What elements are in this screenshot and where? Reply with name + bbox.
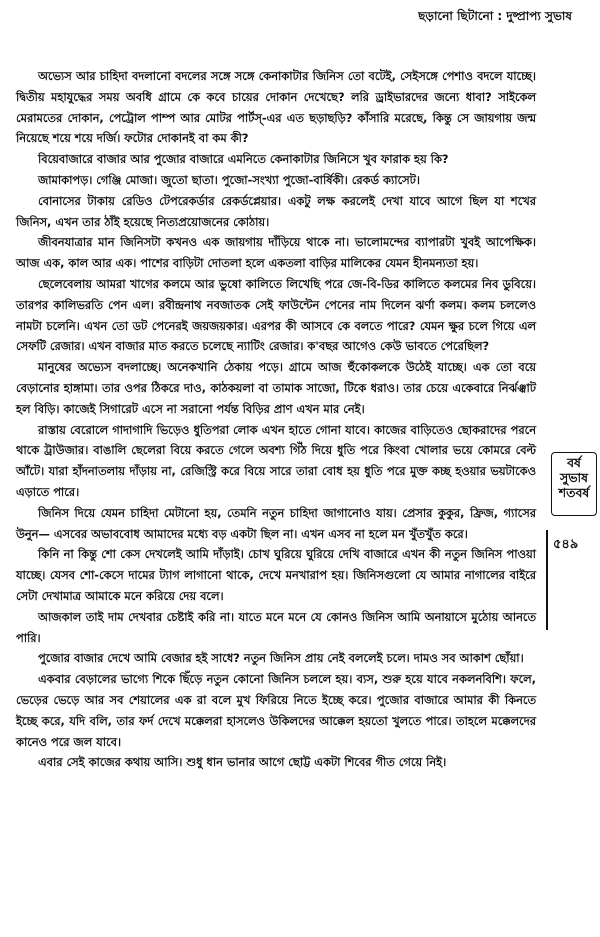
logo-line: শতবর্ষ (558, 485, 590, 500)
paragraph: কিনি না কিন্তু শো কেস দেখলেই আমি দাঁড়াই। চোখ ঘুরিয়ে ঘুরিয়ে দেখি বাজারে এখন কী নতুন জিনিস পাওয়া যাচ্ছে। যেসব শো-কেসে দামের ট্যাগ লাগানো থাকে, দেখে মনখারাপ হয়। জিনিসগুলো যে আমার নাগালের বাইরে সেটা দেখামাত্র আমাকে মনে করিয়ে দেয় বলে। (16, 547, 536, 603)
paragraph: জিনিস দিয়ে যেমন চাহিদা মেটানো হয়, তেমনি নতুন চাহিদা জাগানোও যায়। প্রেসার কুকুর, ফ্রিজ, গ্যাসের উনুন— এসবের অভাববোধ আমাদের মধ্যে বড় একটা ছিল না। এখন এসব না হলে মন খুঁতখুঁত করে। (16, 505, 536, 541)
paragraph: জামাকাপড়। গেঞ্জি মোজা। জুতো ছাতা। পুজো-সংখ্যা পুজো-বার্ষিকী। রেকর্ড ক্যাসেট। (38, 172, 420, 187)
paragraph: বিয়েবাজারে বাজার আর পুজোর বাজারে এমনিতে কেনাকাটার জিনিসে খুব ফারাক হয় কি? (38, 152, 449, 167)
paragraph: জীবনযাত্রার মান জিনিসটা কখনও এক জায়গায় দাঁড়িয়ে থাকে না। ভালোমন্দের ব্যাপারটা খুবই আপেক্ষিক। আজ এক, কাল আর এক। পাশের বাড়িটা দোতলা হলে একতলা বাড়ির মালিকের যেমন হীনমন্যতা হয়। (16, 235, 536, 271)
paragraph: বোনাসের টাকায় রেডিও টেপরেকর্ডার রেকর্ডপ্লেয়ার। একটু লক্ষ করলেই দেখা যাবে আগে ছিল যা শখের জিনিস, এখন তার ঠাঁই হয়েছে নিত্যপ্রয়োজনের কোঠায়। (16, 193, 536, 229)
paragraph: ছেলেবেলায় আমরা খাগের কলমে আর ভুষো কালিতে লিখেছি পরে জে-বি-ডির কালিতে কলমের নিব ডুবিয়ে। তারপর কালিভরতি পেন এল। রবীন্দ্রনাথ নবজাতক সেই ফাউন্টেন পেনের নাম দিলেন ঝর্ণা কলম। কলম চললেও নামটা চলেনি। এখন তো ডট পেনেরই জয়জয়কার। এরপর কী আসবে কে বলতে পারে? যেমন ক্ষুর চলে গিয়ে এল সেফটি রেজার। এখন বাজার মাত করতে চলেছে ন্যাটিং রেজার। ক'বছর আগেও কেউ ভাবতে পেরেছিল? (16, 276, 536, 354)
margin-rule (546, 530, 548, 630)
paragraph: পুজোর বাজার দেখে আমি বেজার হই সাধে? নতুন জিনিস প্রায় নেই বললেই চলে। দামও সব আকাশ ছোঁয়া। (38, 651, 524, 666)
paragraph: এবার সেই কাজের কথায় আসি। শুধু ধান ভানার আগে ছোট্ট একটা শিবের গীত গেয়ে নিই। (38, 755, 447, 770)
paragraph: আজকাল তাই দাম দেখবার চেষ্টাই করি না। যাতে মনে মনে যে কোনও জিনিস আমি অনায়াসে মুঠোয় আনতে পারি। (16, 609, 536, 645)
paragraph: রাস্তায় বেরোলে গাদাগাদি ভিড়েও ধুতিপরা লোক এখন হাতে গোনা যাবে। কাজের বাড়িতেও ছোকরাদের পরনে থাকে ট্রাউজার। বাঙালি ছেলেরা বিয়ে করতে গেলে অবশ্য গিঁঠ দিয়ে ধুতি পরে কিংবা খোলার ভয়ে কোমরে বেল্ট আঁটে। যারা হাঁদনাতলায় দাঁড়ায় না, রেজিস্ট্রি করে বিয়ে সারে তারা বোধ হয় ধুতি পরে মুক্ত কচ্ছ হওয়ার ভয়টাকেও এড়াতে পারে। (16, 422, 536, 499)
paragraph: অভ্যেস আর চাহিদা বদলানো বদলের সঙ্গে সঙ্গে কেনাকাটার জিনিস তো বটেই, সেইসঙ্গে পেশাও বদলে যাচ্ছে। দ্বিতীয় মহাযুদ্ধের সময় অবধি গ্রামে কে কবে চায়ের দোকান দেখেছে? লরি ড্রাইভারদের জন্যে ধাবা? সাইকেল মেরামতের দোকান, পেট্রোল পাম্প আর মোটর পার্টস্-এর এত ছড়াছড়ি? কাঁসারি মরেছে, কিন্তু সে জায়গায় জন্ম নিয়েছে শয়ে শয়ে দর্জি। ফটোর দোকানই বা কম কী? (16, 69, 536, 146)
page-number: ৫৪৯ (553, 537, 579, 552)
running-header: ছড়ানো ছিটানো : দুষ্প্রাপ্য সুভাষ (418, 9, 572, 23)
paragraph: একবার বেড়ালের ভাগ্যে শিকে ছিঁড়ে নতুন কোনো জিনিস চললে হয়। ব্যস, শুরু হয়ে যাবে নকলনবিশি। ফলে, ভেড়ের ভেড়ে আর সব শেয়ালের এক রা বলে মুখ ফিরিয়ে নিতে ইচ্ছে করে। পুজোর বাজারে আমার কী কিনতে ইচ্ছে করে, যদি বলি, তার ফর্দ দেখে মক্কেলরা হাসলেও উকিলদের আক্কেল হয়তো খুলতে পারে। তাহলে মক্কেলদের কানেও পরে জল যাবে। (16, 672, 536, 749)
centenary-logo (551, 452, 597, 516)
logo-line: বর্ষ (567, 455, 581, 470)
paragraph: মানুষের অভ্যেস বদলাচ্ছে। অনেকখানি ঠেকায় পড়ে। গ্রামে আজ হুঁকোকলকে উঠেই যাচ্ছে। এক তো বয়ে বেড়ানোর হাঙ্গামা। তার ওপর ঠিকরে দাও, কাঠকয়লা বা তামাক সাজো, টিকে ধরাও। তার চেয়ে একেবারে নির্ঝঞ্ঝাট হল বিড়ি। কাজেই সিগারেট এসে না সরানো পর্যন্ত বিড়ির প্রাণ এখন মার নেই। (16, 360, 536, 416)
body-text (16, 66, 536, 773)
logo-line: সুভাষ (559, 470, 589, 485)
